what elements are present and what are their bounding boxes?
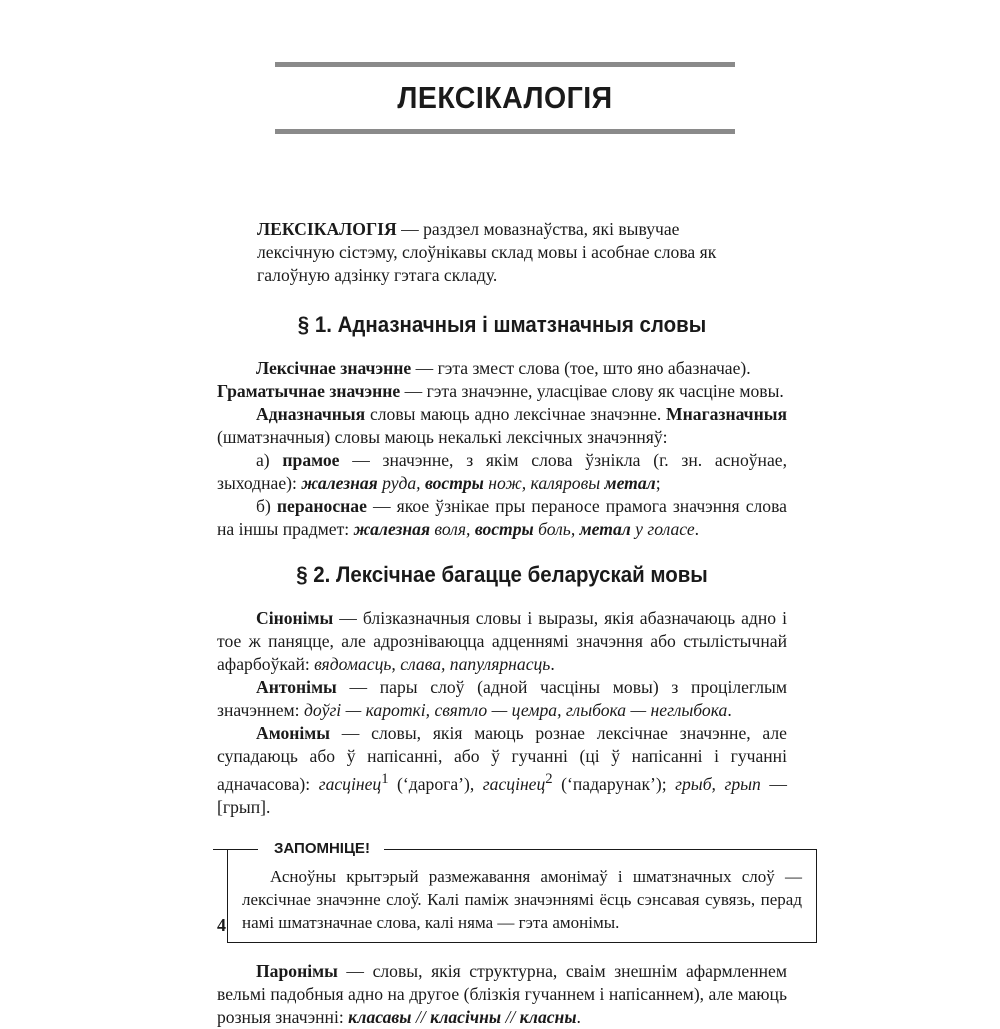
separator: //: [411, 1006, 431, 1027]
homonyms-paragraph: [217, 722, 787, 819]
antonyms-example: доўгі — кароткі, святло — цемра, глыбока — неглыбока: [303, 700, 728, 720]
polysemy-paragraph: [217, 403, 787, 449]
paronyms-example: класічны: [430, 1006, 502, 1027]
direct-meaning-term: прамое: [282, 450, 340, 470]
remember-text: Асноўны крытэрый размежавання амонімаў і шматзначных слоў — лексічнае значэнне слоў. Калі паміж значэннямі ёсць сэнсавая сувязь, перад намі шматзначнае слова, калі няма — гэта амонімы.: [242, 866, 802, 932]
direct-meaning-paragraph: [217, 449, 787, 495]
intro-paragraph: [257, 218, 757, 287]
page-content: [217, 218, 802, 1029]
monosemous-term: Адназначныя: [256, 404, 366, 424]
superscript: 2: [545, 771, 553, 787]
synonyms-text: — блізказначныя словы і выразы, якія абазначаюць адно і тое ж паняцце, але адрозніваюцца адценнямі значэння або стылістычнай афарбоўкай:: [217, 608, 787, 674]
homonyms-example: гасцінец: [482, 773, 546, 794]
homonyms-gloss: (‘дарога’),: [388, 773, 483, 794]
homonyms-example: грыб, грып: [675, 773, 761, 794]
figurative-meaning-paragraph: [217, 495, 787, 541]
intro-text: — раздзел мовазнаўства, які вывучае лексічную сістэму, слоўнікавы склад мовы і асобнае слова як галоўную адзінку гэтага складу.: [257, 219, 717, 285]
example-bold: метал: [579, 519, 631, 539]
example-bold: востры: [474, 519, 534, 539]
homonyms-text: — словы, якія маюць рознае лексічнае значэнне, але супадаюць або ў напісанні, або ў гучанні (ці ў напісанні і гучанні адначасова):: [217, 723, 787, 794]
list-marker-b: б): [256, 496, 277, 516]
separator: //: [501, 1006, 520, 1027]
antonyms-text: — пары слоў (адной часціны мовы) з процілеглым значэннем:: [217, 677, 787, 720]
synonyms-example: вядомасць, слава, папулярнасць: [314, 654, 551, 674]
example-italic: нож, каляровы: [483, 473, 605, 493]
chapter-header: [275, 62, 735, 134]
homonyms-example: гасцінец: [318, 773, 382, 794]
antonyms-paragraph: [217, 676, 787, 722]
punctuation: .: [550, 654, 555, 674]
section-1-title: § 1. Адназначныя і шматзначныя словы: [297, 312, 707, 337]
example-bold: жалезная: [301, 473, 378, 493]
synonyms-term: Сінонімы: [256, 608, 334, 628]
example-italic: у голасе: [630, 519, 695, 539]
figurative-meaning-term: пераноснае: [276, 496, 367, 516]
example-italic: воля,: [430, 519, 475, 539]
example-bold: метал: [604, 473, 656, 493]
example-bold: востры: [424, 473, 484, 493]
example-italic: боль,: [533, 519, 580, 539]
punctuation: ;: [655, 473, 661, 493]
lexical-meaning-paragraph: [217, 357, 787, 380]
grammatical-meaning-text: — гэта значэнне, уласцівае слову як часціне мовы.: [400, 381, 784, 401]
grammatical-meaning-paragraph: [217, 380, 787, 403]
punctuation: .: [694, 519, 700, 539]
example-italic: руда,: [377, 473, 425, 493]
remember-box: [227, 839, 817, 943]
paronyms-example: класавы: [348, 1006, 412, 1027]
monosemous-text: словы маюць адно лексічнае значэнне.: [365, 404, 667, 424]
lexical-meaning-term: Лексічнае значэнне: [256, 358, 412, 378]
polysemous-term: Мнагазначныя: [666, 404, 787, 424]
section-2-title: § 2. Лексічнае багацце беларускай мовы: [296, 562, 708, 587]
figurative-meaning-text: — якое ўзнікае пры пераносе прамога значэння слова на іншы прадмет:: [217, 496, 787, 539]
intro-term: ЛЕКСІКАЛОГІЯ: [257, 219, 397, 239]
example-bold: жалезная: [353, 519, 431, 539]
superscript: 1: [381, 771, 389, 787]
homonyms-term: Амонімы: [256, 723, 331, 743]
lexical-meaning-text: — гэта змест слова (тое, што яно абазначае).: [411, 358, 751, 378]
page-number: 4: [217, 915, 226, 935]
paronyms-text: — словы, якія структурна, сваім знешнім афармленнем вельмі падобныя адно на другое (блізкія гучаннем і напісаннем), але маюць розныя значэнні:: [217, 960, 787, 1027]
remember-label: ЗАПОМНІЦЕ!: [258, 838, 384, 860]
homonyms-gloss: (‘падарунак’);: [552, 773, 676, 794]
grammatical-meaning-term: Граматычнае значэнне: [217, 381, 401, 401]
intro-definition: [257, 218, 757, 287]
punctuation: .: [576, 1006, 581, 1027]
punctuation: .: [727, 700, 732, 720]
paronyms-example: класны: [519, 1006, 577, 1027]
direct-meaning-text: — значэнне, з якім слова ўзнікла (г. зн. асноўнае, зыходнае):: [217, 450, 787, 493]
polysemous-text: (шматзначныя) словы маюць некалькі лексічных значэнняў:: [217, 427, 668, 447]
chapter-title: ЛЕКСІКАЛОГІЯ: [397, 80, 613, 115]
synonyms-paragraph: [217, 607, 787, 676]
list-marker-a: а): [256, 450, 283, 470]
homonyms-transcription: — [грып].: [217, 773, 787, 817]
paronyms-paragraph: [217, 960, 787, 1029]
antonyms-term: Антонімы: [256, 677, 337, 697]
paronyms-term: Паронімы: [256, 960, 338, 981]
